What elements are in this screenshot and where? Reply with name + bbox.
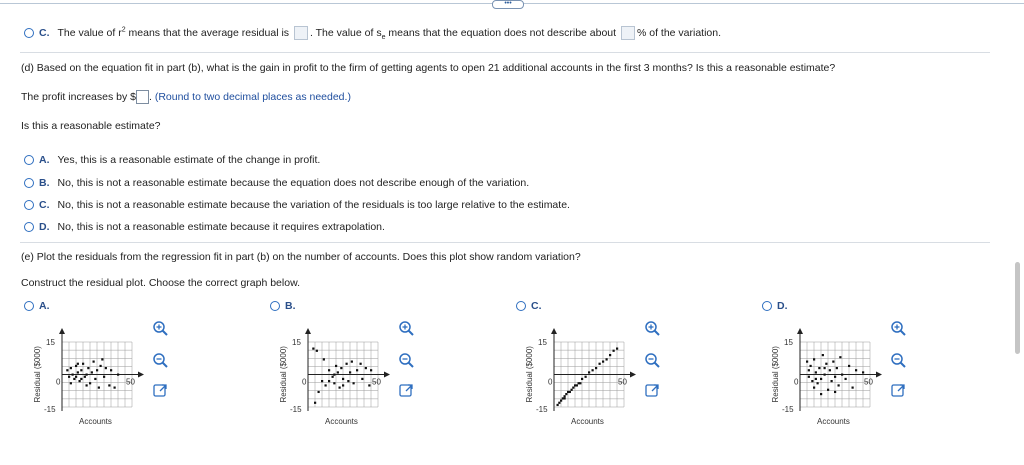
radio-d[interactable]: [24, 222, 34, 232]
residual-point: [114, 387, 116, 389]
y-axis-label: Residual ($000): [771, 346, 780, 403]
residual-plot: [270, 300, 510, 435]
residual-point: [581, 378, 583, 380]
zoom-out-icon[interactable]: [644, 352, 661, 369]
y-axis-label: Residual ($000): [279, 346, 288, 403]
residual-point: [579, 382, 581, 384]
residual-point: [66, 369, 68, 371]
residual-point: [332, 376, 334, 378]
residual-point: [824, 367, 826, 369]
residual-point: [564, 395, 566, 397]
residual-point: [571, 389, 573, 391]
residual-point: [82, 363, 84, 365]
residual-point: [328, 369, 330, 371]
residual-point: [370, 369, 372, 371]
y-tick-bottom: -15: [290, 405, 302, 414]
x-tick-max: 50: [126, 377, 135, 387]
residual-point: [105, 367, 107, 369]
residual-point: [101, 358, 103, 360]
residual-point: [323, 358, 325, 360]
residual-point: [368, 384, 370, 386]
residual-point: [836, 367, 838, 369]
residual-point: [822, 354, 824, 356]
residual-point: [813, 358, 815, 360]
residual-point: [815, 371, 817, 373]
variation-percent-input[interactable]: [621, 26, 635, 40]
residual-point: [817, 382, 819, 384]
residual-point: [353, 382, 355, 384]
residual-point: [602, 361, 604, 363]
y-tick-top: 15: [538, 338, 547, 347]
x-tick-zero: 0: [302, 377, 307, 387]
option-d-d[interactable]: D. No, this is not a reasonable estimate because it requires extrapolation.: [24, 221, 385, 233]
residual-point: [820, 378, 822, 380]
residual-point: [335, 365, 337, 367]
residual-point: [810, 365, 812, 367]
expand-icon[interactable]: [890, 382, 907, 399]
residual-point: [356, 369, 358, 371]
residual-point: [77, 371, 79, 373]
residual-point: [87, 367, 89, 369]
residual-point: [349, 371, 351, 373]
zoom-out-icon[interactable]: [398, 352, 415, 369]
x-tick-zero: 0: [548, 377, 553, 387]
residual-point: [558, 402, 560, 404]
part-d-question: (d) Based on the equation fit in part (b), what is the gain in profit to the firm of getting agents to open 21 additional accounts in the first 3 months? Is this a reasonable estimate?: [21, 62, 836, 74]
residual-point: [818, 367, 820, 369]
part-e-question: (e) Plot the residuals from the regression fit in part (b) on the number of accounts. Does this plot show random variation?: [21, 251, 581, 263]
y-tick-bottom: -15: [44, 405, 56, 414]
residual-point: [832, 361, 834, 363]
residual-point: [838, 384, 840, 386]
more-options-button[interactable]: •••: [492, 0, 524, 9]
option-d-a[interactable]: A. Yes, this is a reasonable estimate of the change in profit.: [24, 154, 320, 166]
residual-point: [89, 382, 91, 384]
residual-point: [337, 371, 339, 373]
residual-point: [103, 376, 105, 378]
residual-point: [77, 363, 79, 365]
residual-point: [333, 374, 335, 376]
residual-point: [831, 380, 833, 382]
residual-point: [595, 367, 597, 369]
zoom-in-icon[interactable]: [644, 320, 661, 337]
residual-point: [820, 393, 822, 395]
residual-point: [855, 369, 857, 371]
residual-point: [312, 348, 314, 350]
residual-point: [825, 363, 827, 365]
residual-point: [365, 367, 367, 369]
x-tick-zero: 0: [56, 377, 61, 387]
residual-point: [70, 382, 72, 384]
profit-answer-row: The profit increases by $ . (Round to two decimal places as needed.): [21, 90, 351, 103]
zoom-in-icon[interactable]: [398, 320, 415, 337]
residual-point: [609, 354, 611, 356]
residual-point: [829, 369, 831, 371]
residual-point: [79, 380, 81, 382]
residual-point: [588, 371, 590, 373]
residual-point: [321, 380, 323, 382]
residual-point: [599, 363, 601, 365]
x-tick-max: 50: [618, 377, 627, 387]
residual-point: [862, 371, 864, 373]
residual-plot: [516, 300, 756, 435]
radio-c-prev[interactable]: [24, 28, 34, 38]
residual-point: [834, 391, 836, 393]
residual-point: [813, 387, 815, 389]
part-e-instruction: Construct the residual plot. Choose the correct graph below.: [21, 277, 300, 289]
residual-point: [75, 365, 77, 367]
expand-icon[interactable]: [398, 382, 415, 399]
residual-point: [340, 367, 342, 369]
residual-point: [72, 374, 74, 376]
part-c-option-row[interactable]: C. The value of $r^2$ means that the average residual is . The value of $s_e$ means that the equation does not describe about % of the variation.: [24, 26, 721, 41]
residual-point: [560, 400, 562, 402]
x-axis-label: Accounts: [817, 417, 850, 426]
residual-point: [93, 361, 95, 363]
residual-point: [100, 365, 102, 367]
x-axis-label: Accounts: [325, 417, 358, 426]
residual-point: [845, 378, 847, 380]
residual-point: [564, 397, 566, 399]
graph-option-c[interactable]: [516, 300, 756, 435]
residual-point: [314, 402, 316, 404]
residual-point: [328, 380, 330, 382]
residual-point: [572, 387, 574, 389]
y-tick-top: 15: [46, 338, 55, 347]
residual-point: [806, 361, 808, 363]
residual-point: [342, 384, 344, 386]
option-d-c[interactable]: C. No, this is not a reasonable estimate because the variation of the residuals is too large relative to the estimate.: [24, 199, 570, 211]
residual-point: [316, 350, 318, 352]
residual-point: [351, 361, 353, 363]
residual-point: [557, 404, 559, 406]
avg-residual-input[interactable]: [294, 26, 308, 40]
residual-point: [96, 369, 98, 371]
radio-a[interactable]: [24, 155, 34, 165]
residual-point: [80, 378, 82, 380]
option-d-b[interactable]: B. No, this is not a reasonable estimate because the equation does not describe enough of the variation.: [24, 177, 529, 189]
residual-point: [84, 376, 86, 378]
residual-point: [834, 376, 836, 378]
x-tick-max: 50: [372, 377, 381, 387]
radio-b[interactable]: [24, 178, 34, 188]
residual-point: [68, 376, 70, 378]
residual-point: [569, 391, 571, 393]
x-tick-zero: 0: [794, 377, 799, 387]
residual-plot: [24, 300, 264, 435]
residual-point: [808, 369, 810, 371]
y-tick-top: 15: [784, 338, 793, 347]
section-divider: [20, 52, 990, 53]
graph-option-b[interactable]: [270, 300, 510, 435]
reasonable-question: Is this a reasonable estimate?: [21, 120, 161, 132]
residual-point: [86, 374, 88, 376]
x-axis-label: Accounts: [571, 417, 604, 426]
residual-point: [852, 387, 854, 389]
residual-point: [811, 380, 813, 382]
residual-point: [110, 369, 112, 371]
expand-icon[interactable]: [644, 382, 661, 399]
residual-point: [606, 358, 608, 360]
residual-point: [585, 376, 587, 378]
residual-point: [592, 369, 594, 371]
radio-c[interactable]: [24, 200, 34, 210]
section-divider-2: [20, 242, 990, 243]
scrollbar[interactable]: [1015, 262, 1020, 354]
residual-point: [75, 376, 77, 378]
residual-point: [565, 393, 567, 395]
x-axis-label: Accounts: [79, 417, 112, 426]
residual-plot: [762, 300, 1002, 435]
residual-point: [73, 378, 75, 380]
residual-point: [117, 374, 119, 376]
residual-point: [841, 374, 843, 376]
graph-option-label[interactable]: D.: [762, 300, 796, 312]
residual-point: [839, 356, 841, 358]
residual-point: [361, 378, 363, 380]
zoom-in-icon[interactable]: [890, 320, 907, 337]
residual-point: [347, 380, 349, 382]
residual-point: [318, 391, 320, 393]
residual-point: [824, 374, 826, 376]
y-tick-bottom: -15: [782, 405, 794, 414]
residual-point: [576, 384, 578, 386]
residual-point: [70, 367, 72, 369]
residual-point: [613, 350, 615, 352]
residual-point: [98, 387, 100, 389]
expand-icon[interactable]: [152, 382, 169, 399]
profit-input[interactable]: [136, 90, 149, 104]
residual-point: [342, 378, 344, 380]
residual-point: [808, 376, 810, 378]
residual-point: [360, 363, 362, 365]
graph-option-d[interactable]: [762, 300, 1002, 435]
residual-point: [346, 363, 348, 365]
residual-point: [325, 384, 327, 386]
zoom-out-icon[interactable]: [152, 352, 169, 369]
residual-point: [86, 384, 88, 386]
residual-point: [94, 378, 96, 380]
residual-point: [339, 387, 341, 389]
residual-point: [80, 369, 82, 371]
graph-option-label[interactable]: C.: [516, 300, 550, 312]
residual-point: [333, 382, 335, 384]
y-axis-label: Residual ($000): [525, 346, 534, 403]
graph-option-label[interactable]: A.: [24, 300, 58, 312]
y-tick-bottom: -15: [536, 405, 548, 414]
y-tick-top: 15: [292, 338, 301, 347]
graph-option-label[interactable]: B.: [270, 300, 304, 312]
zoom-out-icon[interactable]: [890, 352, 907, 369]
residual-point: [91, 371, 93, 373]
x-tick-max: 50: [864, 377, 873, 387]
y-axis-label: Residual ($000): [33, 346, 42, 403]
graph-option-a[interactable]: [24, 300, 264, 435]
residual-point: [815, 378, 817, 380]
residual-point: [827, 389, 829, 391]
residual-point: [108, 384, 110, 386]
residual-point: [848, 365, 850, 367]
zoom-in-icon[interactable]: [152, 320, 169, 337]
residual-point: [616, 348, 618, 350]
